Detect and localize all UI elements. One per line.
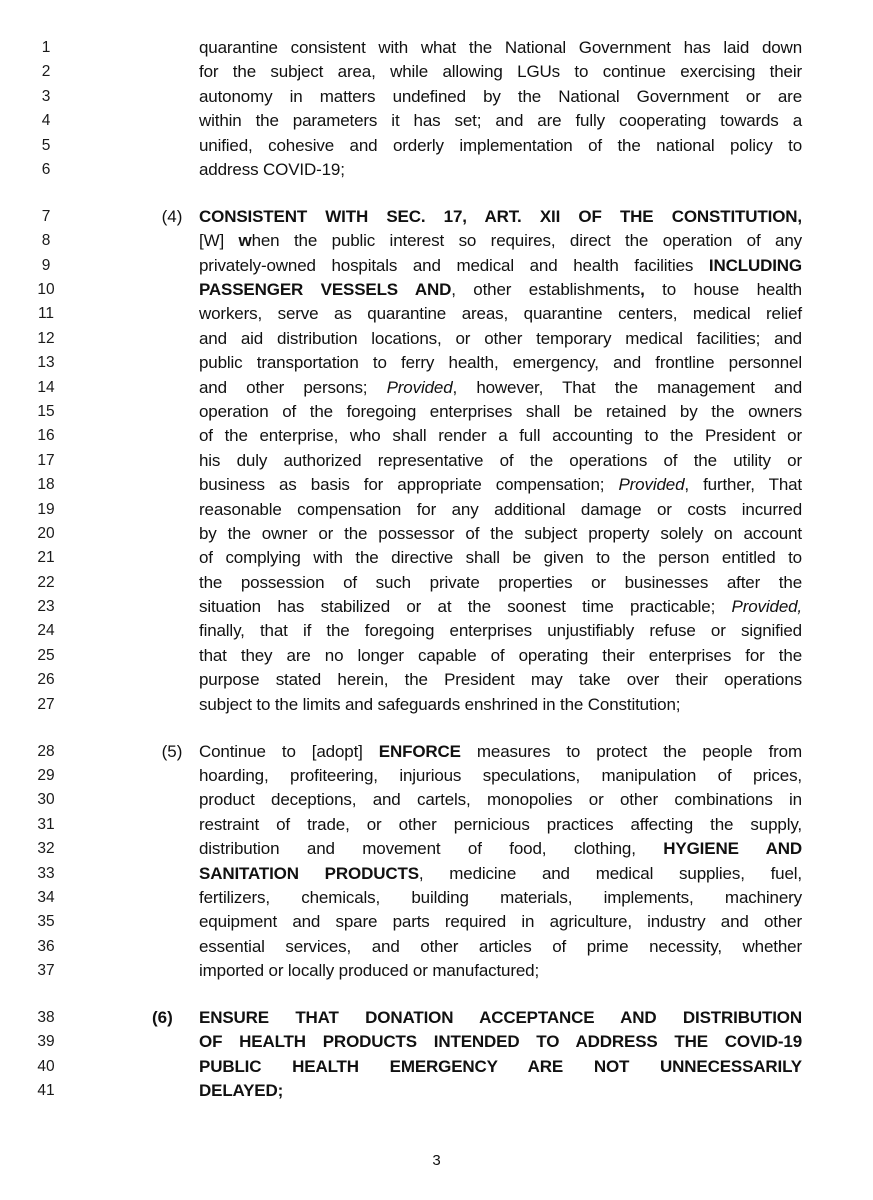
line-number: 19: [37, 500, 55, 518]
line-number: 16: [37, 427, 55, 445]
document-line: [0, 1079, 873, 1103]
line-number: 10: [37, 281, 55, 299]
document-line: [0, 134, 873, 158]
document-line: [0, 229, 873, 253]
document-line: [0, 1030, 873, 1054]
document-line: [0, 254, 873, 278]
line-number: 4: [41, 112, 51, 130]
document-line: [0, 158, 873, 182]
line-text: of the enterprise, who shall render a full accounting to the President or: [199, 426, 802, 446]
line-number: 32: [37, 840, 55, 858]
document-line: [0, 668, 873, 692]
line-number: 17: [37, 451, 55, 469]
line-number: 39: [37, 1033, 55, 1051]
document-line: [0, 959, 873, 983]
paragraph: [0, 1006, 873, 1104]
line-number: 13: [37, 354, 55, 372]
document-line: [0, 278, 873, 302]
page-number: 3: [432, 1152, 441, 1169]
line-text: hoarding, profiteering, injurious speculations, manipulation of prices,: [199, 765, 802, 785]
line-text: unified, cohesive and orderly implementation of the national policy to: [199, 135, 802, 155]
item-marker: (4): [161, 206, 183, 226]
line-text: equipment and spare parts required in agriculture, industry and other: [199, 912, 802, 932]
document-line: [0, 837, 873, 861]
line-text: address COVID-19;: [199, 159, 345, 179]
line-text: SANITATION PRODUCTS, medicine and medical supplies, fuel,: [199, 863, 802, 883]
line-text: situation has stabilized or at the soonest time practicable; Provided,: [199, 597, 802, 617]
document-line: [0, 36, 873, 60]
document-line: [0, 1055, 873, 1079]
line-text: purpose stated herein, the President may take over their operations: [199, 670, 802, 690]
line-number: 38: [37, 1008, 55, 1026]
line-text: distribution and movement of food, clothing, HYGIENE AND: [199, 839, 802, 859]
line-number: 5: [41, 136, 51, 154]
line-text: operation of the foregoing enterprises shall be retained by the owners: [199, 401, 802, 421]
document-line: [0, 1006, 873, 1030]
line-number: 33: [37, 864, 55, 882]
line-text: workers, serve as quarantine areas, quarantine centers, medical relief: [199, 304, 802, 324]
line-number: 35: [37, 913, 55, 931]
document-line: [0, 327, 873, 351]
line-text: privately-owned hospitals and medical and health facilities INCLUDING: [199, 255, 802, 275]
line-text: that they are no longer capable of operating their enterprises for the: [199, 645, 802, 665]
document-line: [0, 449, 873, 473]
line-number: 14: [37, 378, 55, 396]
line-text: and other persons; Provided, however, That the management and: [199, 377, 803, 397]
line-text: and aid distribution locations, or other temporary medical facilities; and: [199, 328, 802, 348]
line-number: 6: [41, 160, 51, 178]
line-number: 21: [37, 549, 55, 567]
line-text: reasonable compensation for any additional damage or costs incurred: [199, 499, 802, 519]
document-line: [0, 619, 873, 643]
line-text: PUBLIC HEALTH EMERGENCY ARE NOT UNNECESSARILY: [199, 1056, 802, 1076]
line-text: essential services, and other articles of prime necessity, whether: [199, 936, 802, 956]
line-text: DELAYED;: [199, 1081, 284, 1101]
line-number: 22: [37, 573, 55, 591]
line-text: Continue to [adopt] ENFORCE measures to protect the people from: [199, 741, 802, 761]
line-text: ENSURE THAT DONATION ACCEPTANCE AND DISTRIBUTION: [199, 1007, 802, 1027]
line-text: fertilizers, chemicals, building materials, implements, machinery: [199, 887, 802, 907]
line-text: CONSISTENT WITH SEC. 17, ART. XII OF THE CONSTITUTION,: [199, 206, 802, 226]
document-line: [0, 400, 873, 424]
document-line: [0, 85, 873, 109]
item-marker: (5): [161, 741, 183, 761]
line-number: 37: [37, 962, 55, 980]
document-line: [0, 886, 873, 910]
line-number: 7: [41, 207, 51, 225]
line-number: 26: [37, 671, 55, 689]
line-text: by the owner or the possessor of the subject property solely on account: [199, 523, 802, 543]
document-line: [0, 788, 873, 812]
document-line: [0, 522, 873, 546]
line-number: 12: [37, 329, 55, 347]
line-text: OF HEALTH PRODUCTS INTENDED TO ADDRESS THE COVID-19: [199, 1032, 802, 1052]
line-number: 9: [41, 256, 51, 274]
document-line: [0, 644, 873, 668]
line-number: 8: [41, 232, 51, 250]
line-number: 2: [41, 63, 51, 81]
document-line: [0, 302, 873, 326]
line-text: PASSENGER VESSELS AND, other establishments, to house health: [199, 280, 802, 300]
line-text: the possession of such private properties or businesses after the: [199, 572, 802, 592]
document-line: [0, 910, 873, 934]
document-line: [0, 862, 873, 886]
line-text: autonomy in matters undefined by the National Government or are: [199, 86, 802, 106]
line-number: 24: [37, 622, 55, 640]
paragraph: [0, 36, 873, 182]
line-number: 1: [41, 39, 51, 56]
line-number: 36: [37, 937, 55, 955]
line-number: 18: [37, 476, 55, 494]
line-text: [W] when the public interest so requires, direct the operation of any: [199, 231, 802, 251]
line-number: 15: [37, 402, 55, 420]
line-number: 34: [37, 888, 55, 906]
document-line: [0, 571, 873, 595]
document-line: [0, 473, 873, 497]
line-text: imported or locally produced or manufactured;: [199, 961, 540, 981]
document-line: [0, 764, 873, 788]
paragraph: [0, 205, 873, 717]
line-number: 25: [37, 646, 55, 664]
document-line: [0, 546, 873, 570]
line-number: 29: [37, 766, 55, 784]
line-number: 11: [37, 305, 55, 323]
document-line: [0, 109, 873, 133]
document-line: [0, 498, 873, 522]
document-line: [0, 693, 873, 717]
item-marker: (6): [152, 1007, 173, 1027]
line-number: 23: [37, 598, 55, 616]
document-line: [0, 351, 873, 375]
document-body: [0, 36, 873, 1104]
line-text: his duly authorized representative of the operations of the utility or: [199, 450, 802, 470]
document-line: [0, 740, 873, 764]
line-number: 30: [37, 791, 55, 809]
document-line: [0, 595, 873, 619]
document-line: [0, 813, 873, 837]
document-line: [0, 60, 873, 84]
line-text: of complying with the directive shall be given to the person entitled to: [199, 548, 802, 568]
line-text: within the parameters it has set; and are fully cooperating towards a: [199, 111, 802, 131]
line-number: 3: [41, 87, 51, 105]
document-line: [0, 424, 873, 448]
line-number: 20: [37, 524, 55, 542]
line-number: 40: [37, 1057, 55, 1075]
line-number: 28: [37, 742, 55, 760]
document-line: [0, 205, 873, 229]
line-text: subject to the limits and safeguards enshrined in the Constitution;: [199, 694, 681, 714]
line-number: 31: [37, 815, 55, 833]
line-text: finally, that if the foregoing enterprises unjustifiably refuse or signified: [199, 621, 802, 641]
line-number: 27: [37, 695, 55, 713]
document-line: [0, 935, 873, 959]
line-text: restraint of trade, or other pernicious practices affecting the supply,: [199, 814, 802, 834]
paragraph: [0, 740, 873, 984]
line-text: public transportation to ferry health, emergency, and frontline personnel: [199, 353, 802, 373]
line-number: 41: [37, 1082, 55, 1100]
line-text: business as basis for appropriate compensation; Provided, further, That: [199, 475, 802, 495]
line-text: product deceptions, and cartels, monopolies or other combinations in: [199, 790, 802, 810]
line-text: for the subject area, while allowing LGUs to continue exercising their: [199, 62, 802, 82]
document-line: [0, 376, 873, 400]
line-text: quarantine consistent with what the National Government has laid down: [199, 38, 802, 57]
